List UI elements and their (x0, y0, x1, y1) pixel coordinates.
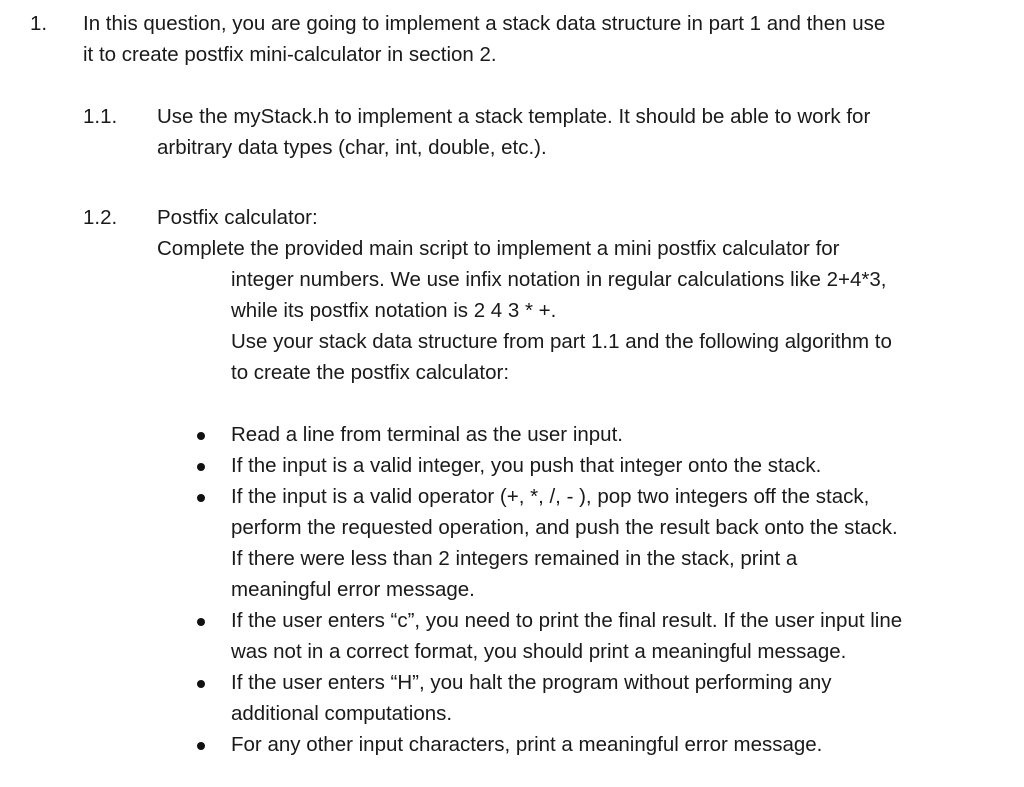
q1-1-number: 1.1. (83, 105, 118, 128)
q1-number: 1. (30, 12, 48, 35)
bullet-3-line-2: perform the requested operation, and push the result back onto the stack. (231, 516, 898, 539)
bullet-2-line-1: If the input is a valid integer, you push that integer onto the stack. (231, 454, 822, 477)
bullet-3-line-3: If there were less than 2 integers remained in the stack, print a (231, 547, 798, 570)
bullet-dot-2 (197, 463, 205, 471)
q1-2-intro-cont-1: integer numbers. We use infix notation in regular calculations like 2+4*3, (231, 268, 887, 291)
q1-2-intro-cont-3: Use your stack data structure from part 1.1 and the following algorithm to (231, 330, 892, 353)
bullet-dot-3 (197, 494, 205, 502)
q1-line-1: In this question, you are going to implement a stack data structure in part 1 and then use (83, 12, 886, 35)
bullet-3-line-4: meaningful error message. (231, 578, 475, 601)
q1-1-line-1: Use the myStack.h to implement a stack template. It should be able to work for (157, 105, 871, 128)
bullet-3-line-1: If the input is a valid operator (+, *, /, - ), pop two integers off the stack, (231, 485, 870, 508)
bullet-4-line-2: was not in a correct format, you should print a meaningful message. (231, 640, 847, 663)
bullet-6-line-1: For any other input characters, print a meaningful error message. (231, 733, 823, 756)
q1-1-line-2: arbitrary data types (char, int, double, etc.). (157, 136, 547, 159)
bullet-dot-4 (197, 618, 205, 626)
bullet-1-line-1: Read a line from terminal as the user input. (231, 423, 623, 446)
bullet-dot-1 (197, 432, 205, 440)
bullet-5-line-1: If the user enters “H”, you halt the program without performing any (231, 671, 832, 694)
bullet-5-line-2: additional computations. (231, 702, 453, 725)
q1-line-2: it to create postfix mini-calculator in section 2. (83, 43, 497, 66)
q1-2-intro-cont-4: to create the postfix calculator: (231, 361, 510, 384)
bullet-4-line-1: If the user enters “c”, you need to print the final result. If the user input line (231, 609, 903, 632)
q1-2-intro-cont-2: while its postfix notation is 2 4 3 * +. (231, 299, 557, 322)
q1-2-intro: Complete the provided main script to implement a mini postfix calculator for (157, 237, 840, 260)
q1-2-number: 1.2. (83, 206, 118, 229)
q1-2-heading: Postfix calculator: (157, 206, 318, 229)
bullet-dot-6 (197, 742, 205, 750)
bullet-dot-5 (197, 680, 205, 688)
